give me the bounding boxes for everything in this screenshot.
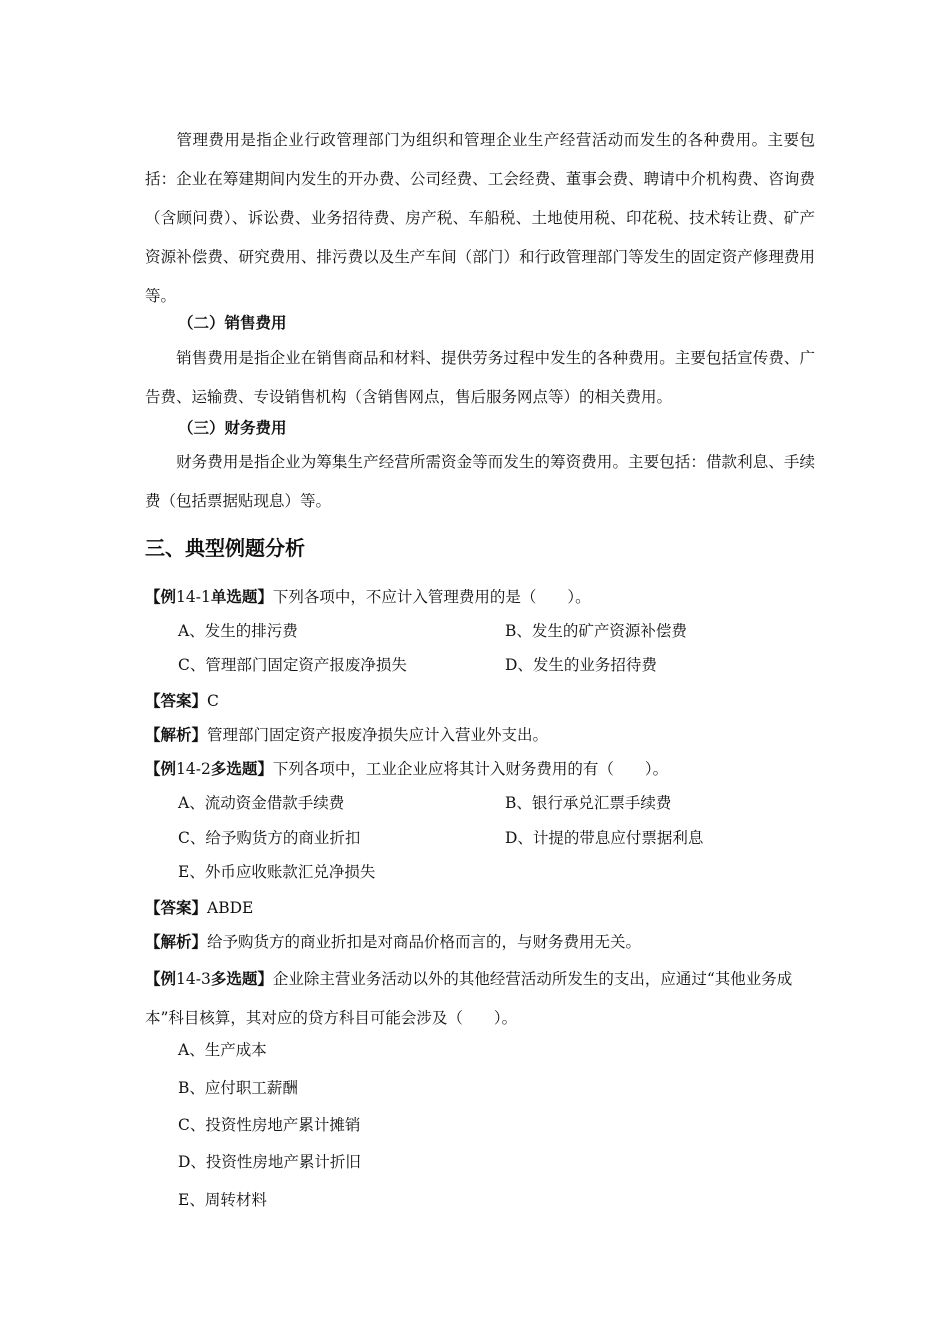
q1-option-c: C、管理部门固定资产报废净损失 (178, 656, 407, 674)
q1-option-a: A、发生的排污费 (178, 622, 298, 640)
question-14-1: 【例14-1单选题】下列各项中，不应计入管理费用的是（ ）。 (145, 587, 591, 606)
sales-expense-heading: （二）销售费用 (178, 313, 287, 332)
q2-analysis: 【解析】给予购货方的商业折扣是对商品价格而言的，与财务费用无关。 (145, 932, 642, 951)
q2-option-c: C、给予购货方的商业折扣 (178, 829, 361, 847)
q2-option-a: A、流动资金借款手续费 (178, 794, 345, 812)
q3-option-e: E、周转材料 (178, 1191, 267, 1209)
q1-option-d: D、发生的业务招待费 (505, 656, 657, 674)
q3-option-c: C、投资性房地产累计摊销 (178, 1116, 361, 1134)
sales-expense-paragraph: 销售费用是指企业在销售商品和材料、提供劳务过程中发生的各种费用。主要包括宣传费、广告费、运输费、专设销售机构（含销售网点，售后服务网点等）的相关费用。 (145, 349, 815, 406)
finance-expense-heading: （三）财务费用 (178, 418, 287, 437)
q3-option-d: D、投资性房地产累计折旧 (178, 1153, 361, 1171)
finance-expense-paragraph: 财务费用是指企业为筹集生产经营所需资金等而发生的筹资费用。主要包括：借款利息、手续费（包括票据贴现息）等。 (145, 453, 815, 510)
q2-answer: 【答案】ABDE (145, 898, 254, 917)
section-title: 三、典型例题分析 (145, 536, 305, 560)
management-expense-paragraph: 管理费用是指企业行政管理部门为组织和管理企业生产经营活动而发生的各种费用。主要包括：企业在筹建期间内发生的开办费、公司经费、工会经费、董事会费、聘请中介机构费、咨询费（含顾问费）、诉讼费、业务招待费、房产税、车船税、土地使用税、印花税、技术转让费、矿产资源补偿费、研究费用、排污费以及生产车间（部门）和行政管理部门等发生的固定资产修理费用等。 (145, 131, 815, 305)
q1-answer: 【答案】C (145, 691, 219, 710)
q3-option-b: B、应付职工薪酬 (178, 1079, 298, 1097)
q2-option-d: D、计提的带息应付票据利息 (505, 829, 704, 847)
q1-analysis: 【解析】管理部门固定资产报废净损失应计入营业外支出。 (145, 725, 549, 744)
q1-option-b: B、发生的矿产资源补偿费 (505, 622, 687, 640)
question-14-3: 【例14-3多选题】企业除主营业务活动以外的其他经营活动所发生的支出，应通过“其他业务成本”科目核算，其对应的贷方科目可能会涉及（ ）。 (145, 969, 793, 1027)
q2-option-e: E、外币应收账款汇兑净损失 (178, 863, 376, 881)
question-14-2: 【例14-2多选题】下列各项中，工业企业应将其计入财务费用的有（ ）。 (145, 759, 669, 778)
q2-option-b: B、银行承兑汇票手续费 (505, 794, 672, 812)
q3-option-a: A、生产成本 (178, 1041, 267, 1059)
